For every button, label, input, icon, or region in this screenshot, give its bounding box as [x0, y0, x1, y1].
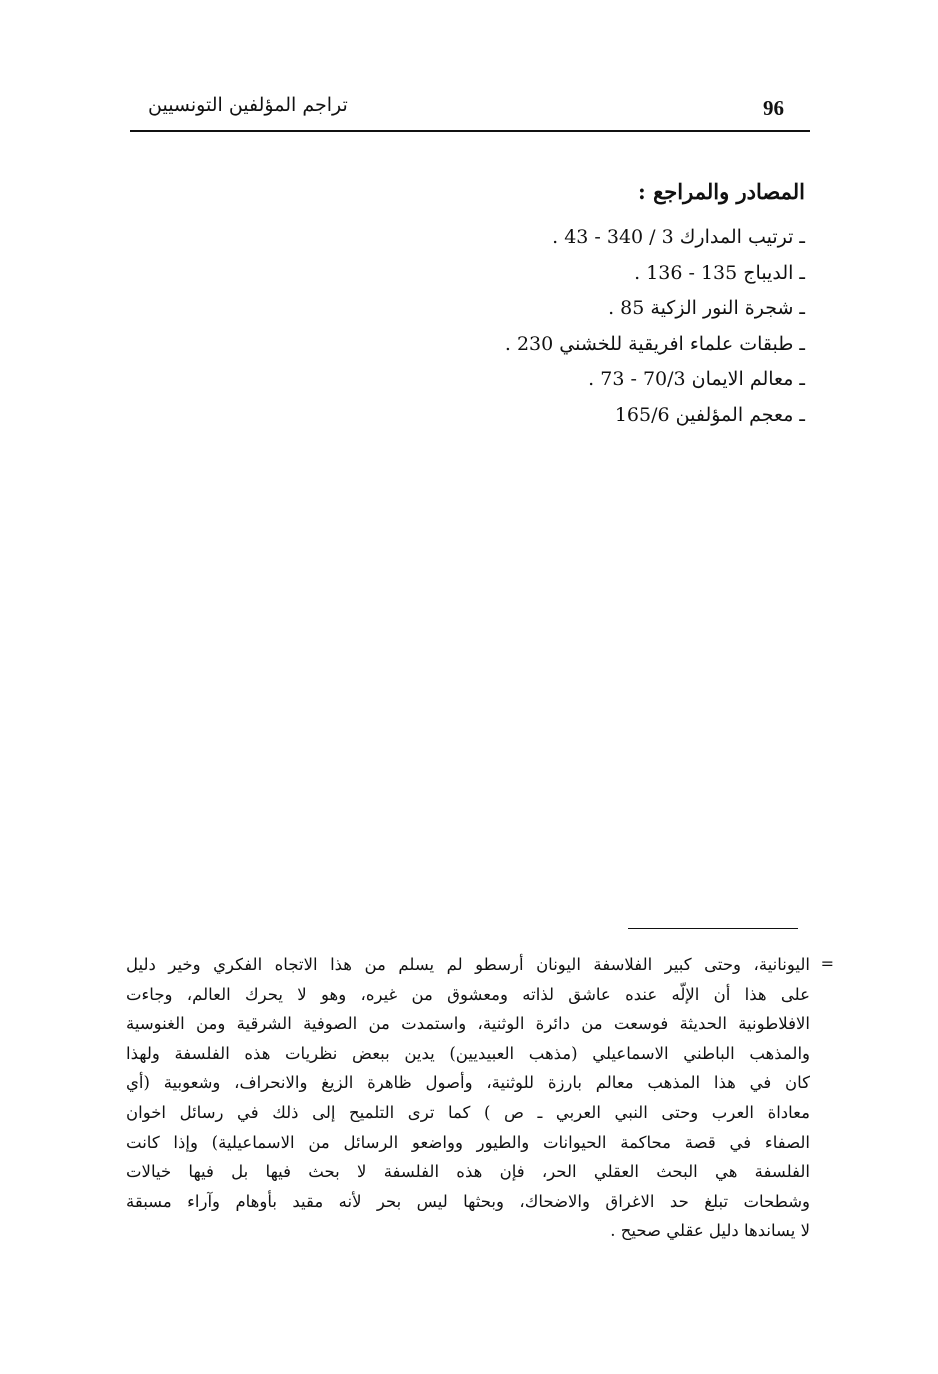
footnote-line: لا يساندها دليل عقلي صحيح . — [610, 1221, 810, 1241]
header-rule — [130, 130, 810, 132]
source-item: ـ معالم الايمان 70/3 - 73 . — [588, 368, 805, 390]
source-item: ـ ترتيب المدارك 3 / 340 - 43 . — [552, 226, 805, 248]
footnote-separator — [628, 928, 798, 929]
running-title: تراجم المؤلفين التونسيين — [148, 94, 348, 116]
source-item: ـ شجرة النور الزكية 85 . — [608, 297, 805, 319]
footnote-line: الافلاطونية الحديثة فوسعت من دائرة الوثنية، واستمدت من الصوفية الشرقية ومن الغنوسية — [126, 1014, 810, 1034]
running-header — [130, 88, 810, 132]
page-number: 96 — [763, 96, 784, 120]
footnote-line: على هذا أن الإلّه عنده عاشق لذاته ومعشوق من غيره، وهو لا يحرك العالم، وجاءت — [126, 984, 810, 1004]
sources-heading: المصادر والمراجع : — [638, 179, 805, 204]
footnote — [126, 950, 834, 1246]
footnote-line: وشطحات تبلغ حد الاغراق والاضحاك، وبحثها ليس بحر لأنه مقيد بأوهام وآراء مسبقة — [126, 1191, 810, 1211]
footnote-line: والمذهب الباطني الاسماعيلي (مذهب العبيديين) يدين ببعض نظريات هذه الفلسفة ولهذا — [126, 1043, 810, 1063]
footnote-line: اليونانية، وحتى كبير الفلاسفة اليونان أرسطو لم يسلم من هذا الاتجاه الفكري وخير دليل — [126, 955, 810, 974]
footnote-line: معاداة العرب وحتى النبي العربي ـ ص ) كما ترى التلميح إلى ذلك في رسائل اخوان — [126, 1102, 810, 1122]
source-item: ـ طبقات علماء افريقية للخشني 230 . — [504, 332, 805, 355]
sources-list — [245, 220, 805, 433]
source-item: ـ الديباج 135 - 136 . — [634, 261, 805, 284]
source-item: ـ معجم المؤلفين 165/6 — [614, 403, 805, 426]
sources-section — [245, 174, 805, 433]
footnote-continuation-marker: = — [820, 954, 834, 973]
footnote-line: كان في هذا المذهب معالم بارزة للوثنية، وأصول ظاهرة الزيغ والانحراف، وشعوبية (أي — [126, 1073, 810, 1093]
footnote-line: الفلسفة هي البحث العقلي الحر، فإن هذه الفلسفة لا بحث فيها بل فيها خيالات — [126, 1162, 810, 1182]
footnote-line: الصفاء في قصة محاكمة الحيوانات والطيور وواضعو الرسائل من الاسماعيلية) وإذا كانت — [126, 1132, 810, 1152]
